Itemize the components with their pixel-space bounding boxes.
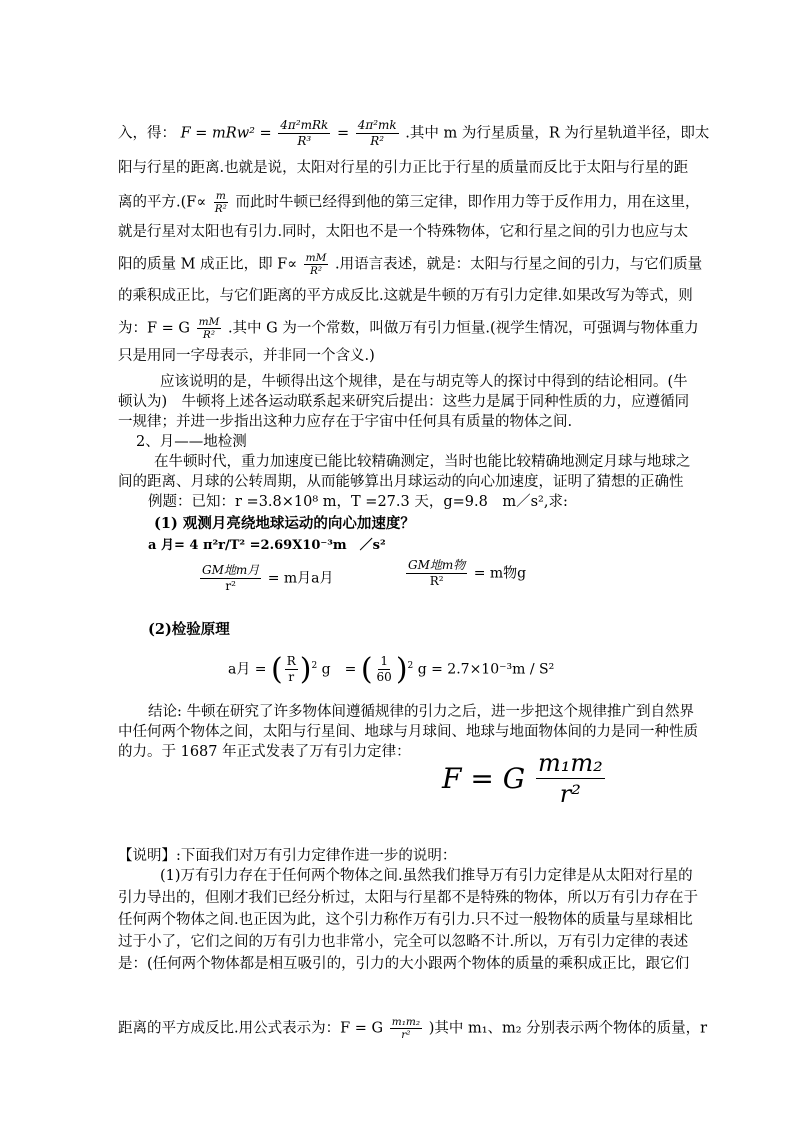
explain-line-2: 引力导出的，但刚才我们已经分析过，太阳与行星都不是特殊的物体，所以万有引力存在于	[118, 890, 698, 906]
formula-part: F = mRw² =	[180, 125, 272, 142]
formula-part: =	[336, 125, 350, 142]
fraction	[304, 252, 329, 277]
text: 阳的质量 M 成正比，即 F∝	[118, 256, 298, 273]
equation-rhs: g = 2.7×10⁻³m / S²	[417, 661, 555, 678]
text: 为：F = G	[118, 320, 191, 337]
numerator: mM	[305, 252, 327, 264]
denominator: R²	[309, 265, 323, 277]
formula-lhs: F = G	[442, 762, 526, 795]
equation-lhs: a月 =	[228, 661, 267, 678]
denominator: r²	[225, 579, 236, 593]
denominator: R²	[214, 203, 227, 215]
equation-verify	[228, 652, 554, 687]
fraction	[390, 1016, 422, 1041]
numerator: m₁m₂	[391, 1016, 421, 1028]
right-paren: )	[395, 652, 408, 687]
p1-line-1	[118, 118, 709, 149]
moon-acceleration: a 月= 4 π²r/T² =2.69X10⁻³m ／s²	[148, 538, 386, 553]
explain-line-1: (1)万有引力存在于任何两个物体之间.虽然我们推导万有引力定律是从太阳对行星的	[160, 868, 693, 884]
p1-line-8: 只是用同一字母表示，并非同一个含义.)	[118, 348, 375, 364]
numerator: GM地m物	[408, 558, 466, 572]
fraction	[406, 558, 467, 589]
numerator: mM	[198, 316, 220, 328]
question-2: (2)检验原理	[148, 621, 230, 638]
explain-line-4: 过于小了，它们之间的万有引力也非常小，完全可以忽略不计.所以，万有引力定律的表述	[118, 934, 689, 950]
text: 而此时牛顿已经得到他的第三定律，即作用力等于反作用力，用在这里，	[235, 194, 700, 211]
denominator: r²	[559, 780, 581, 808]
fraction	[200, 563, 261, 594]
text: .其中 G 为一个常数，叫做万有引力恒量.(视学生情况，可强调与物体重力	[227, 320, 699, 337]
p1-line-6: 的乘积成正比，与它们距离的平方成反比.这就是牛顿的万有引力定律.如果改写为等式，则	[118, 288, 693, 304]
denominator: R²	[202, 329, 216, 341]
denominator: 60	[376, 670, 392, 684]
denominator: r²	[401, 1029, 411, 1041]
denominator: R³	[297, 134, 312, 148]
conclusion-line-1: 结论: 牛顿在研究了许多物体间遵循规律的引力之后，进一步把这个规律推广到自然界	[148, 704, 694, 720]
text: .用语言表述，就是：太阳与行星之间的引力，与它们质量	[335, 256, 703, 273]
p2-line-2: 顿认为) 牛顿将上述各运动联系起来研究后提出：这些力是属于同种性质的力，应遵循同	[118, 394, 690, 410]
text: .其中 m 为行星质量，R 为行星轨道半径，即太	[405, 125, 710, 142]
question-1: (1) 观测月亮绕地球运动的向心加速度？	[154, 515, 415, 532]
denominator: R²	[429, 574, 444, 588]
exponent: 2	[311, 660, 318, 671]
text: 入，得：	[118, 125, 176, 142]
equation-rhs: = m物g	[473, 565, 527, 582]
explain-line-6	[118, 1016, 707, 1041]
text: 距离的平方成反比.用公式表示为：F = G	[118, 1020, 384, 1037]
p2-line-1: 应该说明的是，牛顿得出这个规律，是在与胡克等人的探讨中得到的结论相同。(牛	[160, 374, 688, 390]
denominator: R²	[370, 134, 385, 148]
text: )其中 m₁、m₂ 分别表示两个物体的质量，r	[428, 1020, 708, 1037]
p1-line-3	[118, 190, 699, 215]
example-text: 例题：已知：r =3.8×10⁸ m，T =27.3 天，g=9.8 m／s²,求:	[148, 494, 568, 510]
gravitation-formula	[442, 748, 607, 809]
explain-line-3: 任何两个物体之间.也正因为此，这个引力称作万有引力.只不过一般物体的质量与星球相比	[118, 912, 693, 928]
numerator: 1	[380, 654, 388, 668]
fraction	[197, 316, 222, 341]
s2-line-1: 在牛顿时代，重力加速度已能比较精确测定，当时也能比较精确地测定月球与地球之	[154, 454, 691, 470]
fraction	[375, 654, 394, 685]
left-paren: (	[360, 652, 373, 687]
equation-mid: g =	[321, 661, 357, 678]
numerator: m₁m₂	[537, 749, 603, 777]
fraction	[278, 118, 330, 149]
numerator: 4π²mRk	[280, 118, 329, 132]
numerator: m	[215, 190, 226, 202]
p1-line-2: 阳与行星的距离.也就是说，太阳对行星的引力正比于行星的质量而反比于太阳与行星的距	[118, 160, 689, 176]
conclusion-line-2: 中任何两个物体之间，太阳与行星间、地球与月球间、地球与地面物体间的力是同一种性质	[118, 724, 698, 740]
fraction	[285, 654, 298, 685]
numerator: GM地m月	[202, 563, 260, 577]
s2-line-2: 间的距离、月球的公转周期，从而能够算出月球运动的向心加速度，证明了猜想的正确性	[118, 474, 684, 490]
explain-heading: 【说明】:下面我们对万有引力定律作进一步的说明：	[118, 848, 457, 864]
p1-line-4: 就是行星对太阳也有引力.同时，太阳也不是一个特殊物体，它和行星之间的引力也应与太	[118, 224, 689, 240]
denominator: r	[288, 670, 295, 684]
text: 离的平方.(F∝	[118, 194, 207, 211]
section-heading: 2、月——地检测	[136, 434, 247, 450]
conclusion-line-3: 的力。于 1687 年正式发表了万有引力定律：	[118, 744, 411, 760]
equation-object	[404, 558, 526, 589]
p1-line-7	[118, 316, 699, 341]
equation-rhs: = m月a月	[267, 570, 334, 587]
numerator: R	[286, 654, 296, 668]
fraction	[536, 748, 605, 809]
exponent: 2	[407, 660, 414, 671]
explain-line-5: 是：(任何两个物体都是相互吸引的，引力的大小跟两个物体的质量的乘积成正比，跟它们	[118, 956, 690, 972]
equation-moon	[198, 563, 334, 594]
p2-line-3: 一规律；并进一步指出这种力应存在于宇宙中任何具有质量的物体之间.	[118, 414, 573, 430]
fraction	[356, 118, 399, 149]
numerator: 4π²mk	[357, 118, 397, 132]
fraction	[213, 190, 229, 215]
right-paren: )	[299, 652, 312, 687]
p1-line-5	[118, 252, 702, 277]
left-paren: (	[270, 652, 283, 687]
